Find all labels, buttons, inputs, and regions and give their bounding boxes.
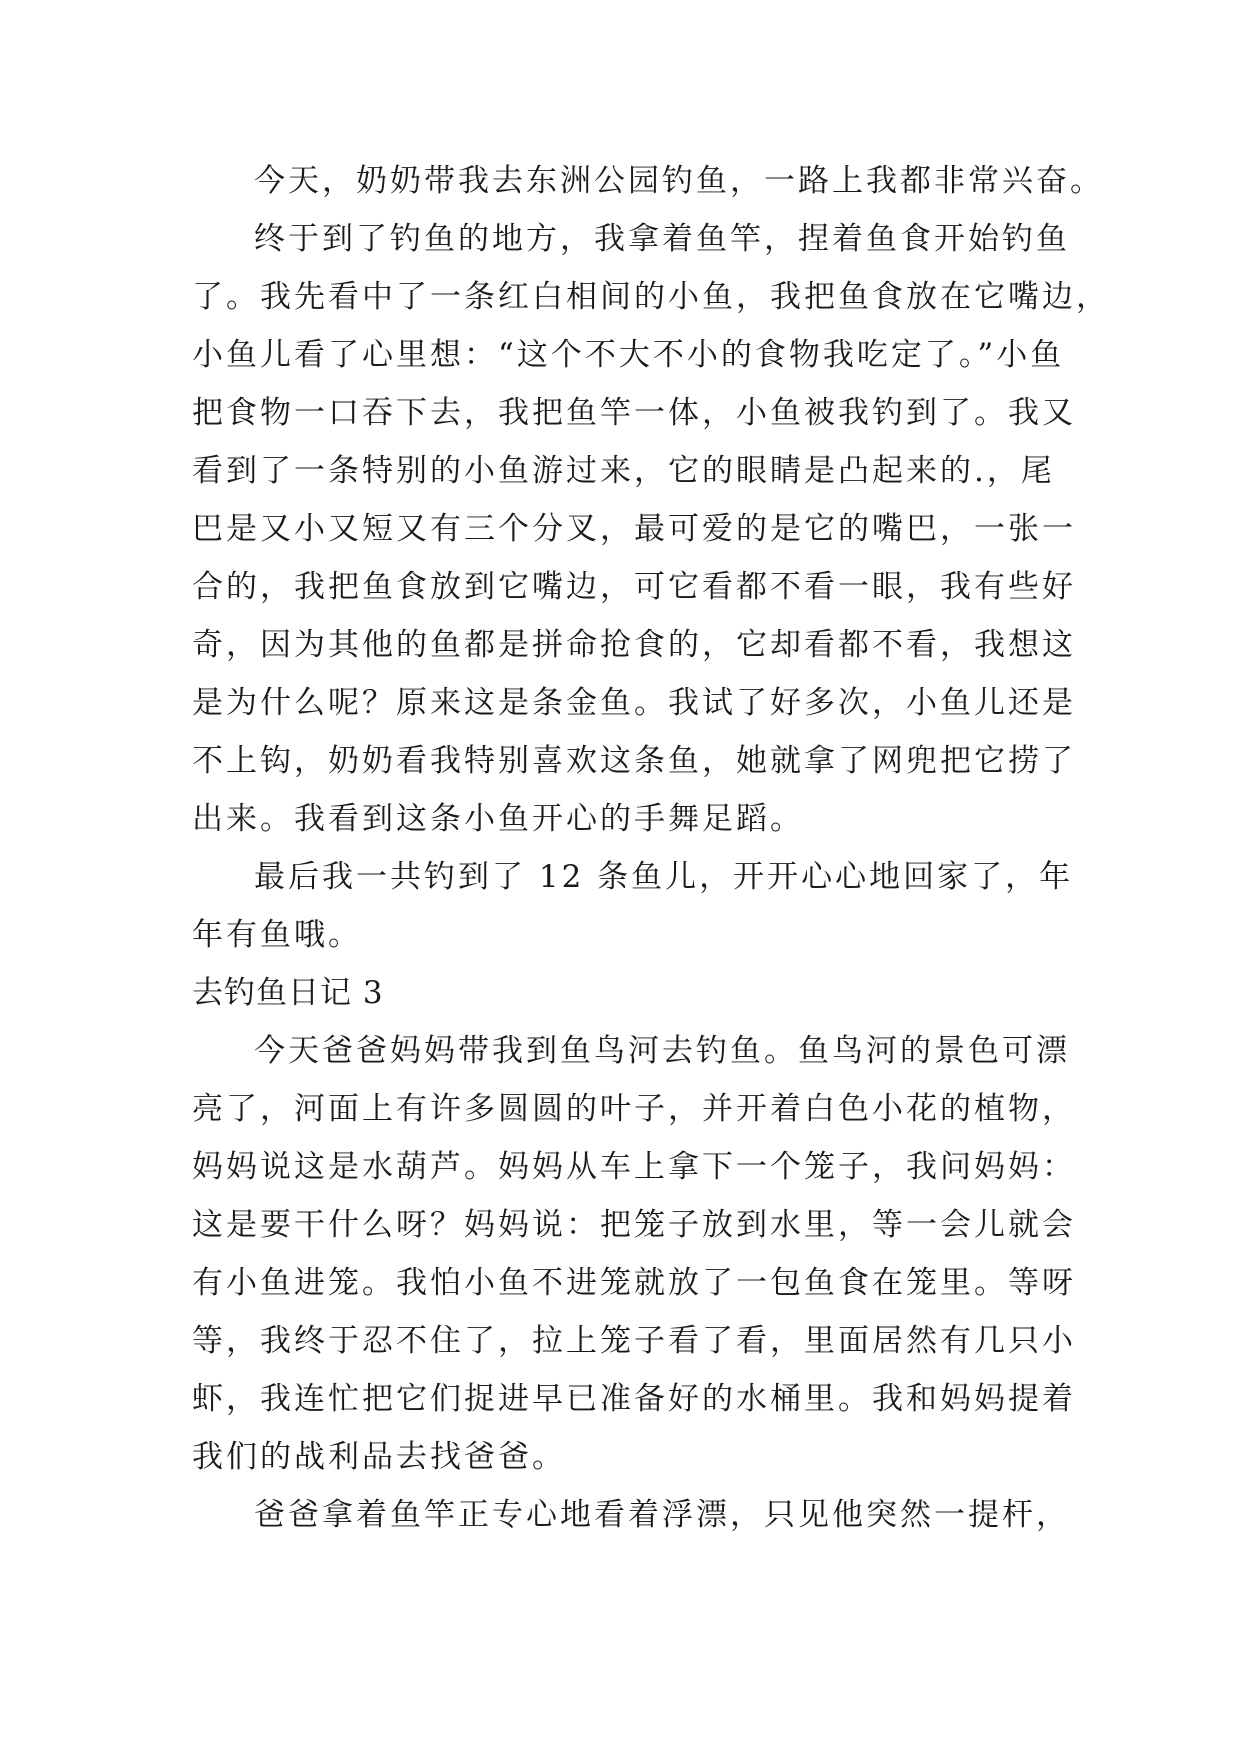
paragraph-line: 年有鱼哦。 (192, 917, 362, 953)
paragraph-line: 今天，奶奶带我去东洲公园钓鱼，一路上我都非常兴奋。 (254, 163, 1104, 199)
document-body (192, 152, 1110, 1544)
paragraph-line: 最后我一共钓到了 12 条鱼儿，开开心心地回家了，年 (254, 859, 1074, 895)
section-heading: 去钓鱼日记 3 (192, 975, 384, 1011)
paragraph-line: 巴是又小又短又有三个分叉，最可爱的是它的嘴巴，一张一 (192, 511, 1076, 547)
paragraph-line: 把食物一口吞下去，我把鱼竿一体，小鱼被我钓到了。我又 (192, 395, 1076, 431)
paragraph-line: 合的，我把鱼食放到它嘴边，可它看都不看一眼，我有些好 (192, 569, 1076, 605)
paragraph-line: 是为什么呢？原来这是条金鱼。我试了好多次，小鱼儿还是 (192, 685, 1076, 721)
paragraph-line: 了。我先看中了一条红白相间的小鱼，我把鱼食放在它嘴边， (192, 279, 1110, 315)
paragraph-line: 虾，我连忙把它们捉进早已准备好的水桶里。我和妈妈提着 (192, 1381, 1076, 1417)
paragraph-line: 这是要干什么呀？妈妈说：把笼子放到水里，等一会儿就会 (192, 1207, 1076, 1243)
paragraph-line: 爸爸拿着鱼竿正专心地看着浮漂，只见他突然一提杆， (254, 1497, 1070, 1533)
paragraph-line: 我们的战利品去找爸爸。 (192, 1439, 566, 1475)
paragraph-line: 出来。我看到这条小鱼开心的手舞足蹈。 (192, 801, 804, 837)
paragraph-line: 小鱼儿看了心里想：“这个不大不小的食物我吃定了。”小鱼 (192, 337, 1065, 373)
paragraph-line: 有小鱼进笼。我怕小鱼不进笼就放了一包鱼食在笼里。等呀 (192, 1265, 1076, 1301)
paragraph-line: 终于到了钓鱼的地方，我拿着鱼竿，捏着鱼食开始钓鱼 (254, 221, 1070, 257)
paragraph-line: 妈妈说这是水葫芦。妈妈从车上拿下一个笼子，我问妈妈： (192, 1149, 1076, 1185)
paragraph-line: 奇，因为其他的鱼都是拼命抢食的，它却看都不看，我想这 (192, 627, 1076, 663)
paragraph-line: 等，我终于忍不住了，拉上笼子看了看，里面居然有几只小 (192, 1323, 1076, 1359)
paragraph-line: 不上钩，奶奶看我特别喜欢这条鱼，她就拿了网兜把它捞了 (192, 743, 1076, 779)
paragraph-line: 看到了一条特别的小鱼游过来，它的眼睛是凸起来的.，尾 (192, 453, 1055, 489)
paragraph-line: 亮了，河面上有许多圆圆的叶子，并开着白色小花的植物， (192, 1091, 1076, 1127)
paragraph-line: 今天爸爸妈妈带我到鱼鸟河去钓鱼。鱼鸟河的景色可漂 (254, 1033, 1070, 1069)
